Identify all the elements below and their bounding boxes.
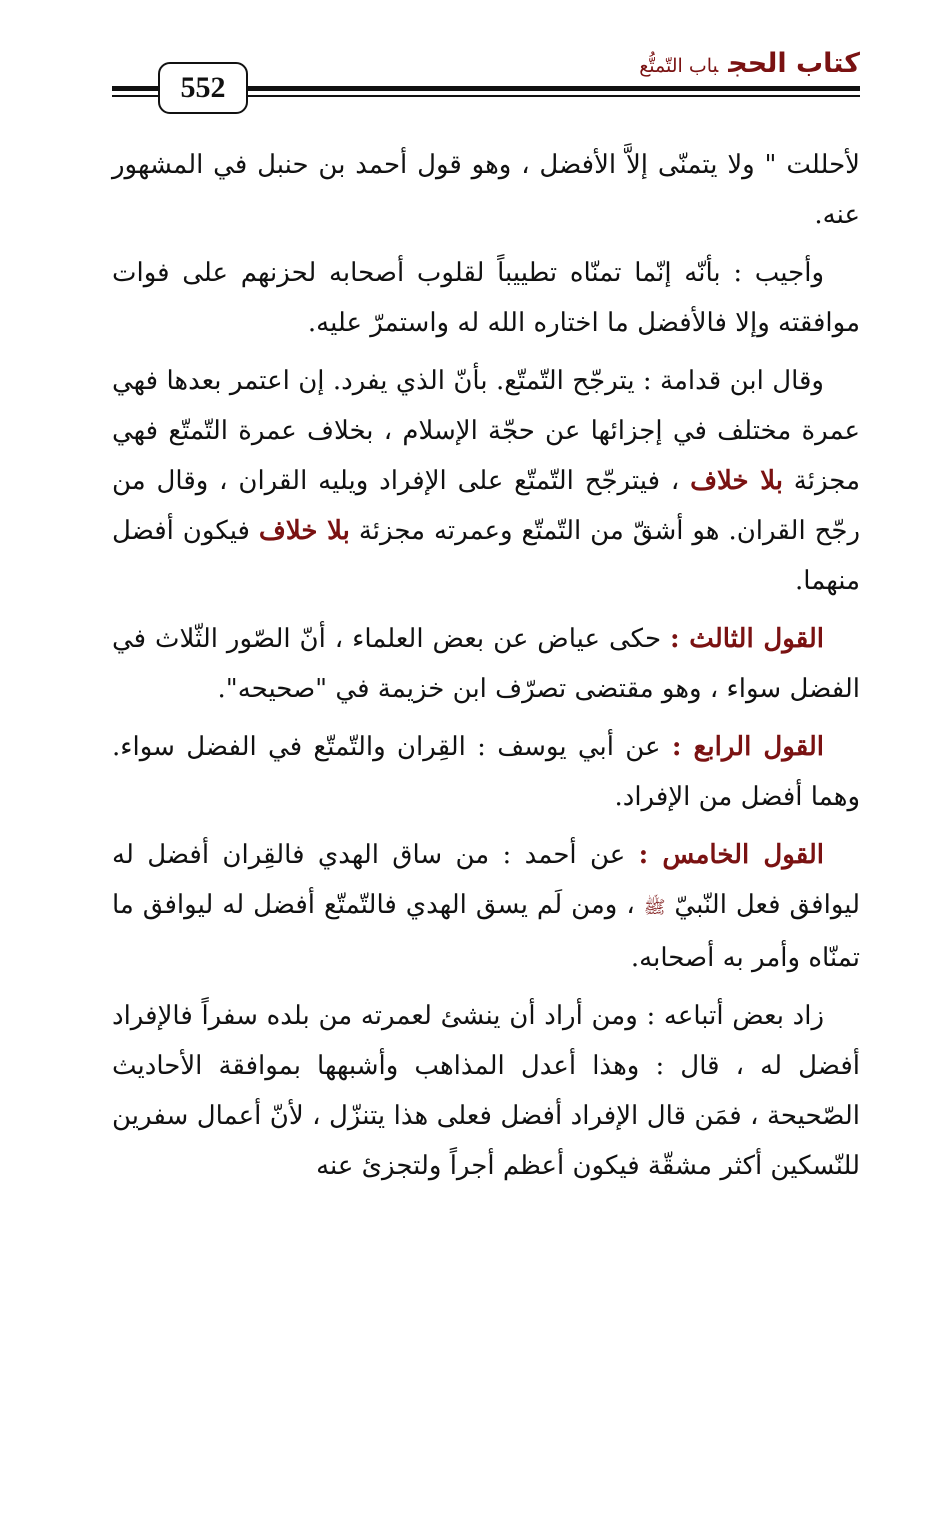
- highlight-phrase: بلا خلاف: [258, 516, 350, 546]
- paragraph-2: [112, 248, 860, 348]
- header-rule-left-thin: [112, 95, 160, 97]
- paragraph-text: عن أحمد : من ساق الهدي فالقِران أفضل له ليوافق فعل النّبيّ: [112, 840, 861, 920]
- paragraph-text: ، فيترجّح التّمتّع على الإفراد ويليه القران ، وقال من رجّح القران. هو أشقّ من التّمتّع وعمرته مجزئة: [112, 466, 860, 546]
- header-rule-left-thick: [112, 86, 160, 91]
- honorific-symbol: ﷺ: [643, 897, 666, 918]
- running-head: [639, 44, 860, 87]
- paragraph-text: ، ومن لَم يسق الهدي فالتّمتّع أفضل له ليوافق ما تمنّاه وأمر به أصحابه.: [112, 890, 860, 973]
- paragraph-text: لأحللت " ولا يتمنّى إلاَّ الأفضل ، وهو قول أحمد بن حنبل في المشهور عنه.: [112, 150, 860, 230]
- header-rule-thin: [248, 95, 860, 97]
- opinion-label: القول الخامس :: [638, 840, 825, 870]
- opinion-label: القول الرابع :: [671, 732, 824, 762]
- paragraph-opinion-4: [112, 722, 860, 822]
- paragraph-text: حكى عياض عن بعض العلماء ، أنّ الصّور الثّلاث في الفضل سواء ، وهو مقتضى تصرّف ابن خزيمة في "صحيحه".: [112, 624, 860, 704]
- page-body: [112, 140, 860, 1199]
- paragraph-7: [112, 991, 860, 1191]
- paragraph-text: وقال ابن قدامة : يترجّح التّمتّع. بأنّ الذي يفرد. إن اعتمر بعدها فهي عمرة مختلف في إجزائها عن حجّة الإسلام ، بخلاف عمرة التّمتّع فهي مجزئة: [112, 366, 861, 496]
- paragraph-opinion-3: [112, 614, 860, 714]
- opinion-label: القول الثالث :: [669, 624, 824, 654]
- book-title: كتاب الحج: [728, 48, 860, 79]
- page-header: [0, 0, 945, 130]
- chapter-title: باب التّمتُّع: [639, 55, 719, 77]
- header-rule-thick: [248, 86, 860, 91]
- paragraph-text: زاد بعض أتباعه : ومن أراد أن ينشئ لعمرته من بلده سفراً فالإفراد أفضل له ، قال : وهذا أعدل المذاهب وأشبهها بموافقة الأحاديث الصّحيحة ، فمَن قال الإفراد أفضل فعلى هذا يتنزّل ، لأنّ أعمال سفرين للنّسكين أكثر مشقّة فيكون أعظم أجراً ولتجزئ عنه: [112, 1001, 860, 1181]
- paragraph-opinion-5: [112, 830, 860, 983]
- paragraph-3: [112, 356, 860, 606]
- paragraph-text: وأجيب : بأنّه إنّما تمنّاه تطييباً لقلوب أصحابه لحزنهم على فوات موافقته وإلا فالأفضل ما اختاره الله له واستمرّ عليه.: [112, 258, 860, 338]
- page-number: 552: [158, 62, 248, 114]
- paragraph-text: فيكون أفضل منهما.: [112, 516, 860, 596]
- paragraph-text: عن أبي يوسف : القِران والتّمتّع في الفضل سواء. وهما أفضل من الإفراد.: [112, 732, 860, 812]
- paragraph-1: [112, 140, 860, 240]
- highlight-phrase: بلا خلاف: [690, 466, 783, 496]
